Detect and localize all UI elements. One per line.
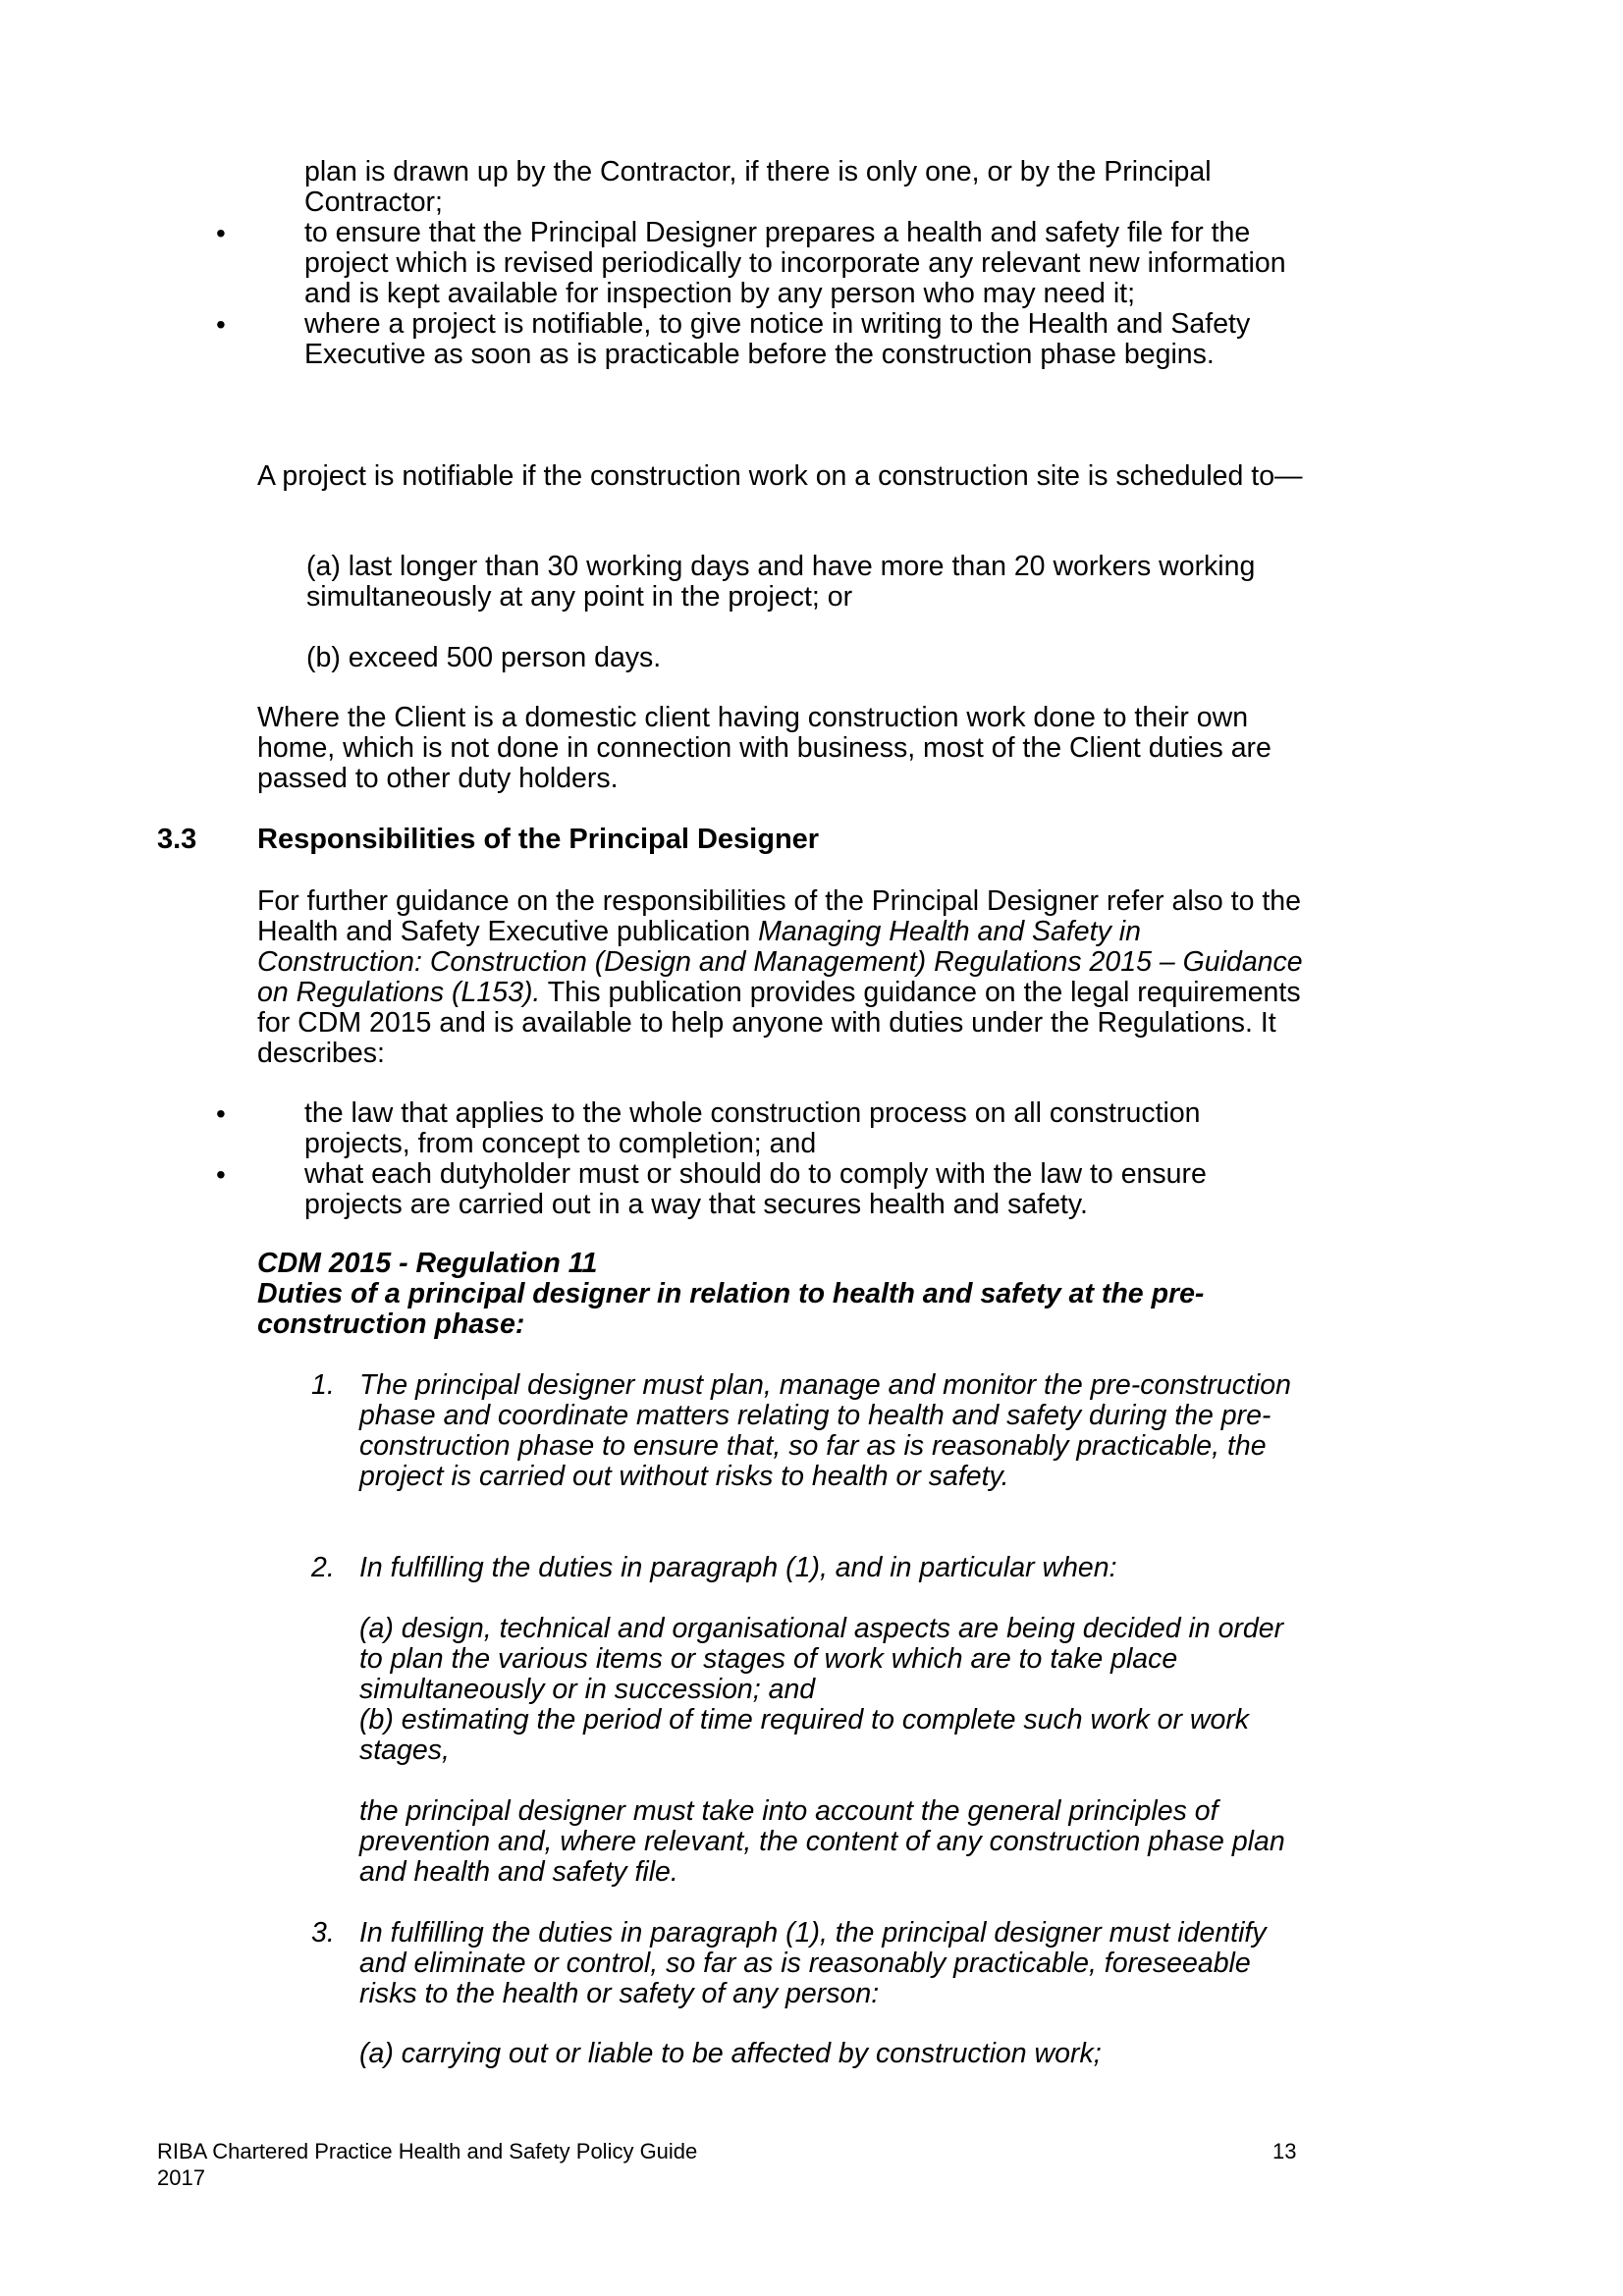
- notifiable-a-text: (a) last longer than 30 working days and have more than 20 workers working simultaneously at any point in the project; or: [306, 551, 1256, 613]
- item-text: In fulfilling the duties in paragraph (1), and in particular when:: [359, 1552, 1117, 1583]
- page-footer: [157, 2138, 697, 2191]
- regulation-item-1: [257, 1370, 1308, 1492]
- item-2b-text: (b) estimating the period of time required to complete such work or work stages,: [359, 1704, 1250, 1766]
- list-item: [216, 217, 1308, 309]
- item-2a-text: (a) design, technical and organisational aspects are being decided in order to plan the various items or stages of work which are to take place simultaneously or in succession; and: [359, 1613, 1284, 1705]
- list-item-text: where a project is notifiable, to give notice in writing to the Health and Safety Executive as soon as is practicable before the construction phase begins.: [304, 308, 1251, 370]
- footer-title: RIBA Chartered Practice Health and Safety Policy Guide: [157, 2139, 698, 2163]
- continuation-paragraph: [257, 157, 1308, 218]
- bullet-icon: •: [216, 309, 226, 340]
- item-text: In fulfilling the duties in paragraph (1), the principal designer must identify and eliminate or control, so far as is reasonably practicable, foreseeable risks to the health or safety of any person:: [359, 1917, 1267, 2009]
- list-item-text: to ensure that the Principal Designer prepares a health and safety file for the project which is revised periodically to incorporate any relevant new information and is kept available for inspection by any person who may need it;: [304, 217, 1286, 309]
- item-2-tail-text: the principal designer must take into account the general principles of prevention and, where relevant, the content of any construction phase plan and health and safety file.: [359, 1795, 1285, 1888]
- list-item-text: what each dutyholder must or should do to comply with the law to ensure projects are carried out in a way that secures health and safety.: [304, 1158, 1207, 1220]
- item-number: 3.: [311, 1917, 335, 1949]
- regulation-item-2: [257, 1553, 1308, 1583]
- regulation-item-3a: [257, 2039, 1308, 2069]
- client-bullet-list: [216, 217, 1308, 370]
- list-item-text: the law that applies to the whole construction process on all construction projects, from concept to completion; and: [304, 1097, 1201, 1159]
- regulation-item-2-sub: [257, 1614, 1308, 1766]
- section-title: Responsibilities of the Principal Designer: [257, 824, 820, 855]
- page-number: 13: [1272, 2139, 1297, 2163]
- bullet-icon: •: [216, 1159, 226, 1190]
- regulation-item-3: [257, 1918, 1308, 2009]
- item-text: The principal designer must plan, manage and monitor the pre-construction phase and coordinate matters relating to health and safety during the pre-construction phase to ensure that, so far as is reasonably practicable, the project is carried out without risks to health or safety.: [359, 1369, 1291, 1492]
- list-item: [216, 1158, 1308, 1220]
- section-number: 3.3: [157, 824, 197, 855]
- domestic-client-paragraph: [257, 703, 1308, 794]
- item-3a-text: (a) carrying out or liable to be affected by construction work;: [359, 2038, 1102, 2069]
- guidance-pre: For further guidance on the responsibilities of the Principal Designer refer also to the Health and Safety Executive publication: [257, 885, 1301, 947]
- bullet-icon: •: [216, 1098, 226, 1129]
- item-number: 2.: [311, 1552, 335, 1583]
- guidance-paragraph: [257, 886, 1308, 1069]
- list-item: [216, 1097, 1308, 1159]
- footer-year: 2017: [157, 2165, 205, 2190]
- guidance-publication: Managing Health and Safety in Construction: Construction (Design and Management) Regulations 2015 – Guidance on Regulations (L153).: [257, 916, 1303, 1008]
- notifiable-condition-b: [257, 643, 1308, 673]
- notifiable-b-text: (b) exceed 500 person days.: [306, 642, 662, 673]
- regulation-item-2-tail: [257, 1796, 1308, 1888]
- notifiable-intro-text: A project is notifiable if the construction work on a construction site is scheduled to—: [257, 460, 1303, 492]
- continuation-text: plan is drawn up by the Contractor, if there is only one, or by the Principal Contractor;: [304, 156, 1212, 218]
- notifiable-condition-a: [257, 552, 1308, 613]
- item-number: 1.: [311, 1369, 335, 1401]
- regulation-subheading: Duties of a principal designer in relation to health and safety at the pre-construction phase:: [257, 1278, 1205, 1340]
- list-item: [216, 308, 1308, 370]
- guidance-post: This publication provides guidance on the legal requirements for CDM 2015 and is available to help anyone with duties under the Regulations. It describes:: [257, 977, 1301, 1069]
- bullet-icon: •: [216, 218, 226, 248]
- regulation-heading: CDM 2015 - Regulation 11: [257, 1248, 598, 1279]
- regulation-heading-block: [257, 1249, 1308, 1340]
- guidance-text: [257, 886, 1308, 1069]
- guidance-bullet-list: [216, 1097, 1308, 1220]
- domestic-client-text: Where the Client is a domestic client having construction work done to their own home, which is not done in connection with business, most of the Client duties are passed to other duty holders.: [257, 702, 1271, 794]
- notifiable-intro: [257, 461, 1308, 492]
